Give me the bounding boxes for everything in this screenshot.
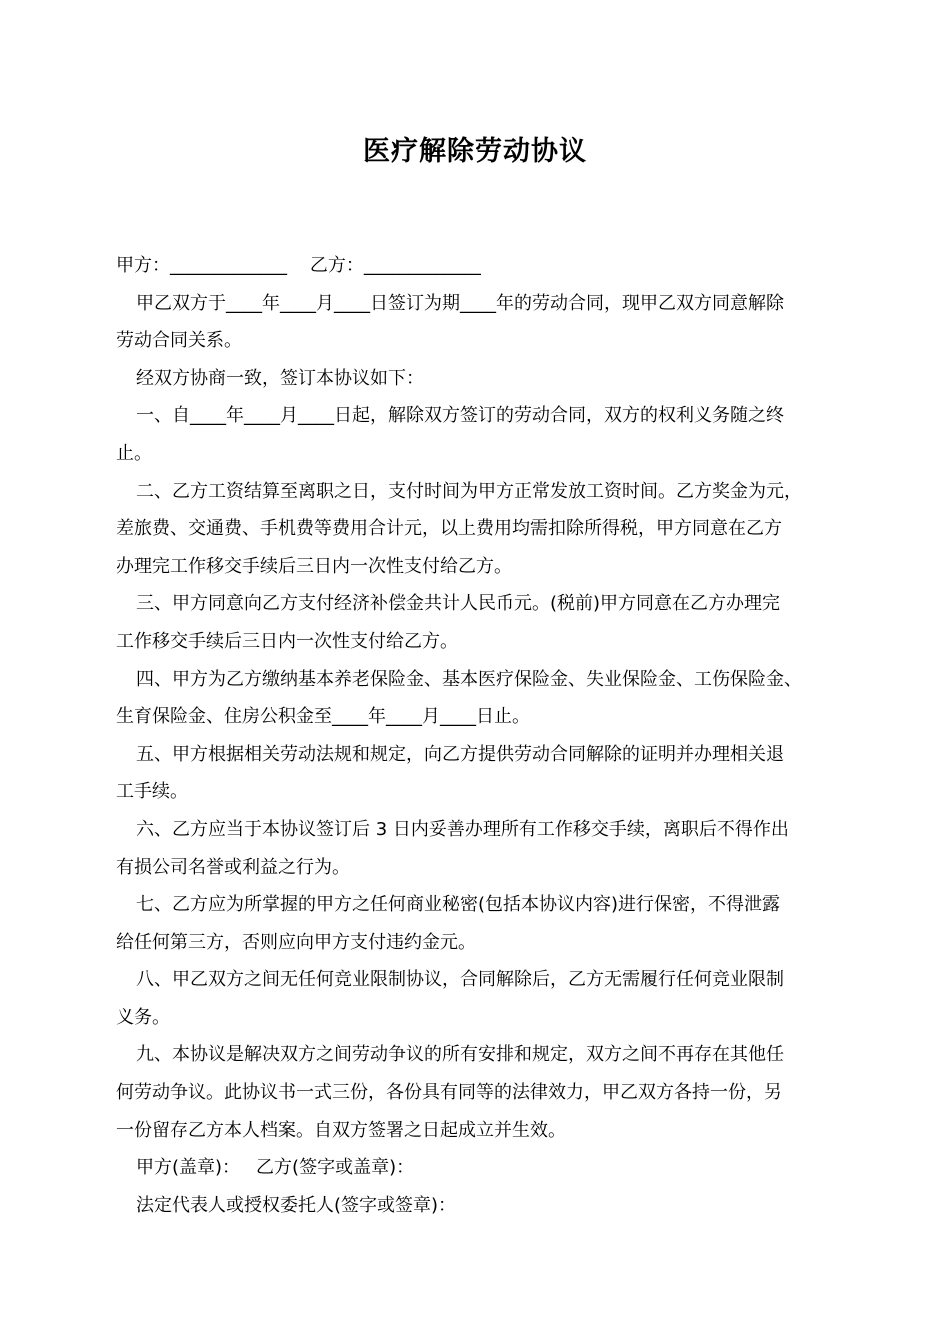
clause-4-line: 生育保险金、住房公积金至____年____月____日止。	[116, 706, 530, 728]
clause-7-line: 给任何第三方，否则应向甲方支付违约金元。	[116, 931, 476, 953]
clause-3-line: 三、甲方同意向乙方支付经济补偿金共计人民币元。(税前)甲方同意在乙方办理完	[136, 593, 781, 615]
clause-6-line: 六、乙方应当于本协议签订后 3 日内妥善办理所有工作移交手续，离职后不得作出	[136, 818, 789, 840]
party-a-seal-label: 甲方(盖章)：	[136, 1157, 241, 1179]
clause-9-line: 一份留存乙方本人档案。自双方签署之日起成立并生效。	[116, 1119, 566, 1141]
clause-4-line: 四、甲方为乙方缴纳基本养老保险金、基本医疗保险金、失业保险金、工伤保险金、	[136, 668, 802, 690]
parties-line: 甲方：_____________ 乙方：_____________	[116, 255, 481, 276]
party-b-sign-label: 乙方(签字或盖章)：	[256, 1157, 415, 1179]
clause-8-line: 义务。	[116, 1006, 170, 1028]
clause-8-line: 八、甲乙双方之间无任何竞业限制协议，合同解除后，乙方无需履行任何竞业限制	[136, 969, 784, 991]
clause-3-line: 工作移交手续后三日内一次性支付给乙方。	[116, 630, 458, 652]
clause-1-line: 一、自____年____月____日起，解除双方签订的劳动合同，双方的权利义务随之终	[136, 405, 784, 427]
clause-5-line: 工手续。	[116, 781, 188, 803]
clause-2-line: 二、乙方工资结算至离职之日，支付时间为甲方正常发放工资时间。乙方奖金为元，	[136, 480, 802, 502]
clause-9-line: 九、本协议是解决双方之间劳动争议的所有安排和规定，双方之间不再存在其他任	[136, 1044, 784, 1066]
paragraph-line: 经双方协商一致，签订本协议如下：	[136, 367, 424, 389]
paragraph-line: 甲乙双方于____年____月____日签订为期____年的劳动合同，现甲乙双方同意解除	[136, 292, 784, 314]
document-title: 医疗解除劳动协议	[363, 136, 587, 167]
representative-signature-label: 法定代表人或授权委托人(签字或签章)：	[136, 1194, 457, 1216]
document-body	[116, 247, 840, 1224]
paragraph-line: 劳动合同关系。	[116, 330, 242, 352]
clause-2-line: 差旅费、交通费、手机费等费用合计元，以上费用均需扣除所得税，甲方同意在乙方	[116, 518, 782, 540]
clause-2-line: 办理完工作移交手续后三日内一次性支付给乙方。	[116, 555, 512, 577]
clause-1-line: 止。	[116, 442, 152, 464]
clause-6-line: 有损公司名誉或利益之行为。	[116, 856, 350, 878]
clause-7-line: 七、乙方应为所掌握的甲方之任何商业秘密(包括本协议内容)进行保密，不得泄露	[136, 894, 781, 916]
signature-line	[116, 1149, 840, 1187]
clause-9-line: 何劳动争议。此协议书一式三份，各份具有同等的法律效力，甲乙双方各持一份，另	[116, 1082, 782, 1104]
clause-5-line: 五、甲方根据相关劳动法规和规定，向乙方提供劳动合同解除的证明并办理相关退	[136, 743, 784, 765]
